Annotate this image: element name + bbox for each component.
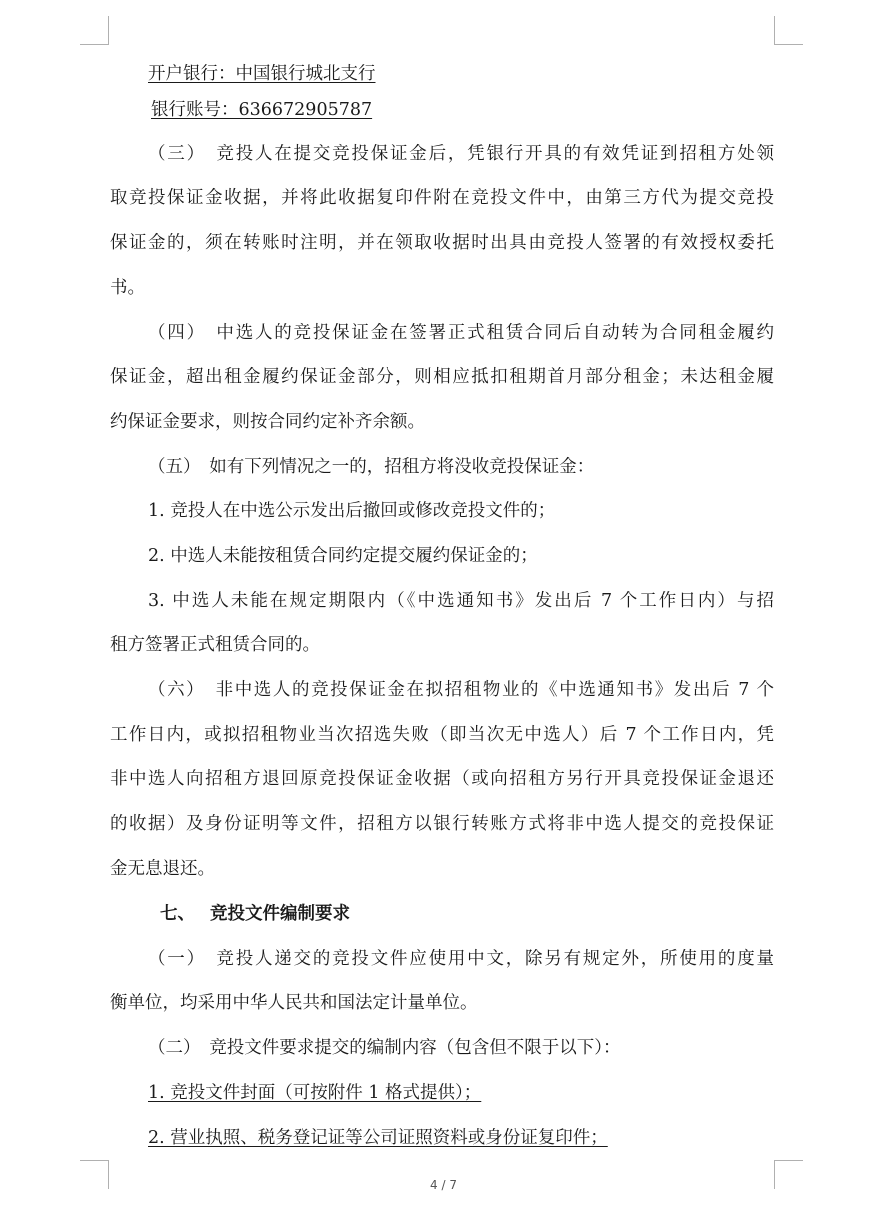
bank-account-line: 银行账号：636672905787 — [151, 100, 373, 120]
paragraph-5: （五） 如有下列情况之一的，招租方将没收竞投保证金： — [148, 457, 595, 477]
crop-mark-top-right — [774, 16, 803, 45]
list-item: 1. 竞投文件封面（可按附件 1 格式提供）； — [148, 1083, 482, 1103]
section-number: 七、 — [160, 904, 195, 924]
list-item: 2. 中选人未能按租赁合同约定提交履约保证金的； — [148, 546, 538, 566]
section-7-paragraph-2: （二） 竞投文件要求提交的编制内容（包含但不限于以下）： — [148, 1038, 621, 1058]
section-title: 竞投文件编制要求 — [210, 904, 350, 924]
list-item: 2. 营业执照、税务登记证等公司证照资料或身份证复印件； — [148, 1128, 608, 1148]
crop-mark-top-left — [80, 16, 109, 45]
page-number: 4 / 7 — [430, 1178, 457, 1192]
bank-name-line: 开户银行：中国银行城北支行 — [148, 64, 376, 84]
list-item: 3. 中选人未能在规定期限内（《中选通知书》发出后 7 个工作日内）与招 — [148, 591, 774, 611]
list-item: 1. 竞投人在中选公示发出后撤回或修改竞投文件的； — [148, 501, 556, 521]
